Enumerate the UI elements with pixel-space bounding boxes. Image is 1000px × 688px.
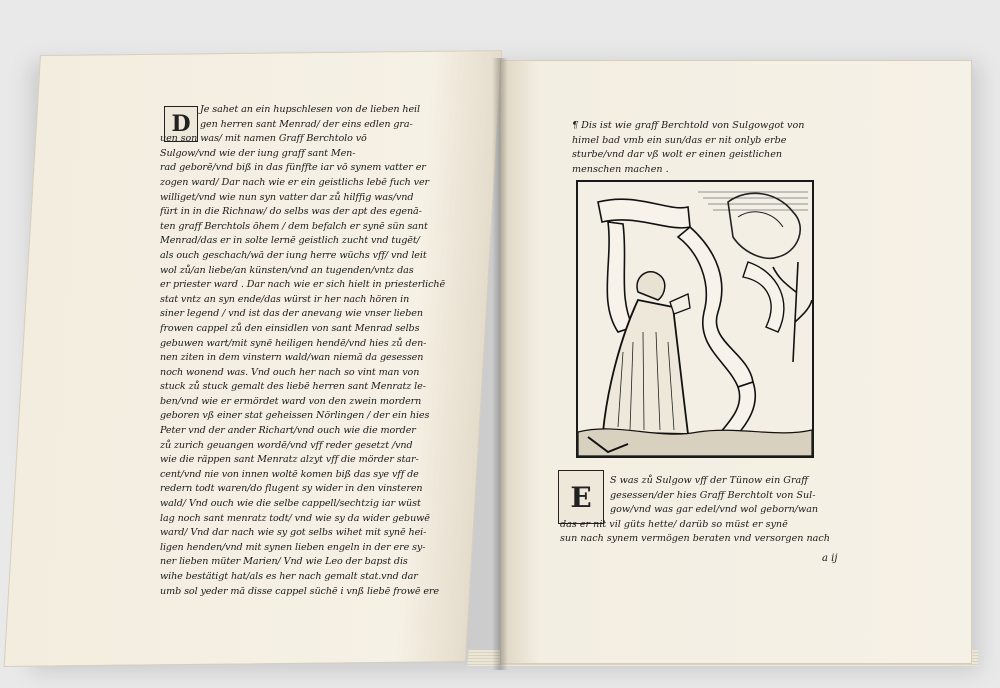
text-line: uen son was/ mit namen Graff Berchtolo vō xyxy=(160,133,367,145)
text-line: gow/vnd was gar edel/vnd wol geborn/wan xyxy=(610,504,819,516)
text-line: ben/vnd wie er ermördet ward von den zwein mordern xyxy=(160,395,422,407)
text-line: geboren vß einer stat geheissen Nörlingen / der ein hies xyxy=(160,410,430,422)
decorated-initial-left: D xyxy=(164,106,198,142)
signature-mark: a ij xyxy=(822,553,838,564)
text-line: sun nach synem vermögen beraten vnd versorgen nach xyxy=(560,533,830,545)
text-line: lag noch sant menratz todt/ vnd wie sy da wider gebuwē xyxy=(160,512,430,524)
text-line: ner lieben müter Marien/ Vnd wie Leo der bapst dis xyxy=(160,556,408,568)
text-line: noch wonend was. Vnd ouch her nach so vint man von xyxy=(160,366,420,378)
text-line: Sulgow/vnd wie der iung graff sant Men- xyxy=(160,147,356,159)
text-line: er priester ward . Dar nach wie er sich hielt in priesterlichē xyxy=(160,279,446,291)
text-line: redern todt waren/do flugent sy wider in den vinsteren xyxy=(160,483,423,495)
right-page-text xyxy=(560,474,850,547)
woodcut-illustration xyxy=(576,180,814,458)
text-line: williget/vnd wie nun syn vatter dar zů hilffig was/vnd xyxy=(160,191,414,203)
text-line: wald/ Vnd ouch wie die selbe cappell/sechtzig iar wüst xyxy=(160,498,421,510)
text-line: wie die räppen sant Menratz alzyt vff die mörder star- xyxy=(160,454,419,466)
text-line: ten graff Berchtols ōhem / dem befalch er synē sün sant xyxy=(160,220,428,232)
text-line: nen ziten in dem vinstern wald/wan niemā da gesessen xyxy=(160,352,424,364)
text-line: zů zurich geuangen wordē/vnd vff reder gesetzt /vnd xyxy=(160,439,413,451)
text-line: gebuwen wart/mit synē heiligen hendē/vnd hies zů den- xyxy=(160,337,427,349)
text-line: Je sahet an ein hupschlesen von de lieben heil xyxy=(200,104,420,115)
text-line: wihe bestätigt hat/als es her nach gemalt stat.vnd dar xyxy=(160,571,418,582)
book-gutter xyxy=(492,58,508,670)
text-line: stuck zů stuck gemalt des liebē herren sant Menratz le- xyxy=(160,381,426,393)
text-line: Menrad/das er in solte lernē geistlich zucht vnd tugēt/ xyxy=(160,235,420,247)
left-page-text xyxy=(160,103,460,599)
text-line: wol zů/an liebe/an künsten/vnd an tugenden/vntz das xyxy=(160,264,414,276)
text-line: S was zů Sulgow vff der Tünow ein Graff xyxy=(610,475,809,486)
text-line: gen herren sant Menrad/ der eins edlen gra- xyxy=(200,118,413,130)
text-line: siner legend / vnd ist das der anevang wie vnser lieben xyxy=(160,308,423,320)
text-line: ward/ Vnd dar nach wie sy got selbs wihet mit synē hei- xyxy=(160,527,427,539)
text-line: stat vntz an syn ende/das würst ir her nach hören in xyxy=(160,293,410,305)
decorated-initial-right: E xyxy=(558,470,604,524)
text-line: das er nit vil güts hette/ darüb so müst er synē xyxy=(560,518,788,530)
text-line: lichen menschen machen . xyxy=(572,149,783,175)
woodcut-drawing xyxy=(578,182,812,456)
text-line: got von himel bad vmb ein sun/das er nit on xyxy=(572,120,805,146)
text-line: zogen ward/ Dar nach wie er ein geistlichs lebē fuch ver xyxy=(160,176,430,188)
text-line: lyb erbe sturbe/vnd dar vß wolt er einen geist xyxy=(572,134,787,160)
text-line: Peter vnd der ander Richart/vnd ouch wie die morder xyxy=(160,425,416,437)
text-line: gesessen/der hies Graff Berchtolt von Sul- xyxy=(610,489,816,501)
text-line: ligen henden/vnd mit synen lieben engeln in der ere sy- xyxy=(160,541,426,553)
text-line: cent/vnd nie von innen woltē komen biß das sye vff de xyxy=(160,468,419,480)
text-line: ¶ Dis ist wie graff Berchtold von Sulgow xyxy=(572,120,769,131)
text-line: als ouch geschach/wā der iung herre wüchs vff/ vnd leit xyxy=(160,249,427,261)
text-line: umb sol yeder mā disse cappel süchē i vnß liebē frowē ere xyxy=(160,585,439,597)
text-line: rad geborē/vnd biß in das fünffte iar vō synem vatter er xyxy=(160,162,426,174)
woodcut-caption xyxy=(572,119,822,177)
text-line: fürt in in die Richnaw/ do selbs was der apt des egenā- xyxy=(160,206,422,218)
text-line: frowen cappel zů den einsidlen von sant Menrad selbs xyxy=(160,322,420,334)
